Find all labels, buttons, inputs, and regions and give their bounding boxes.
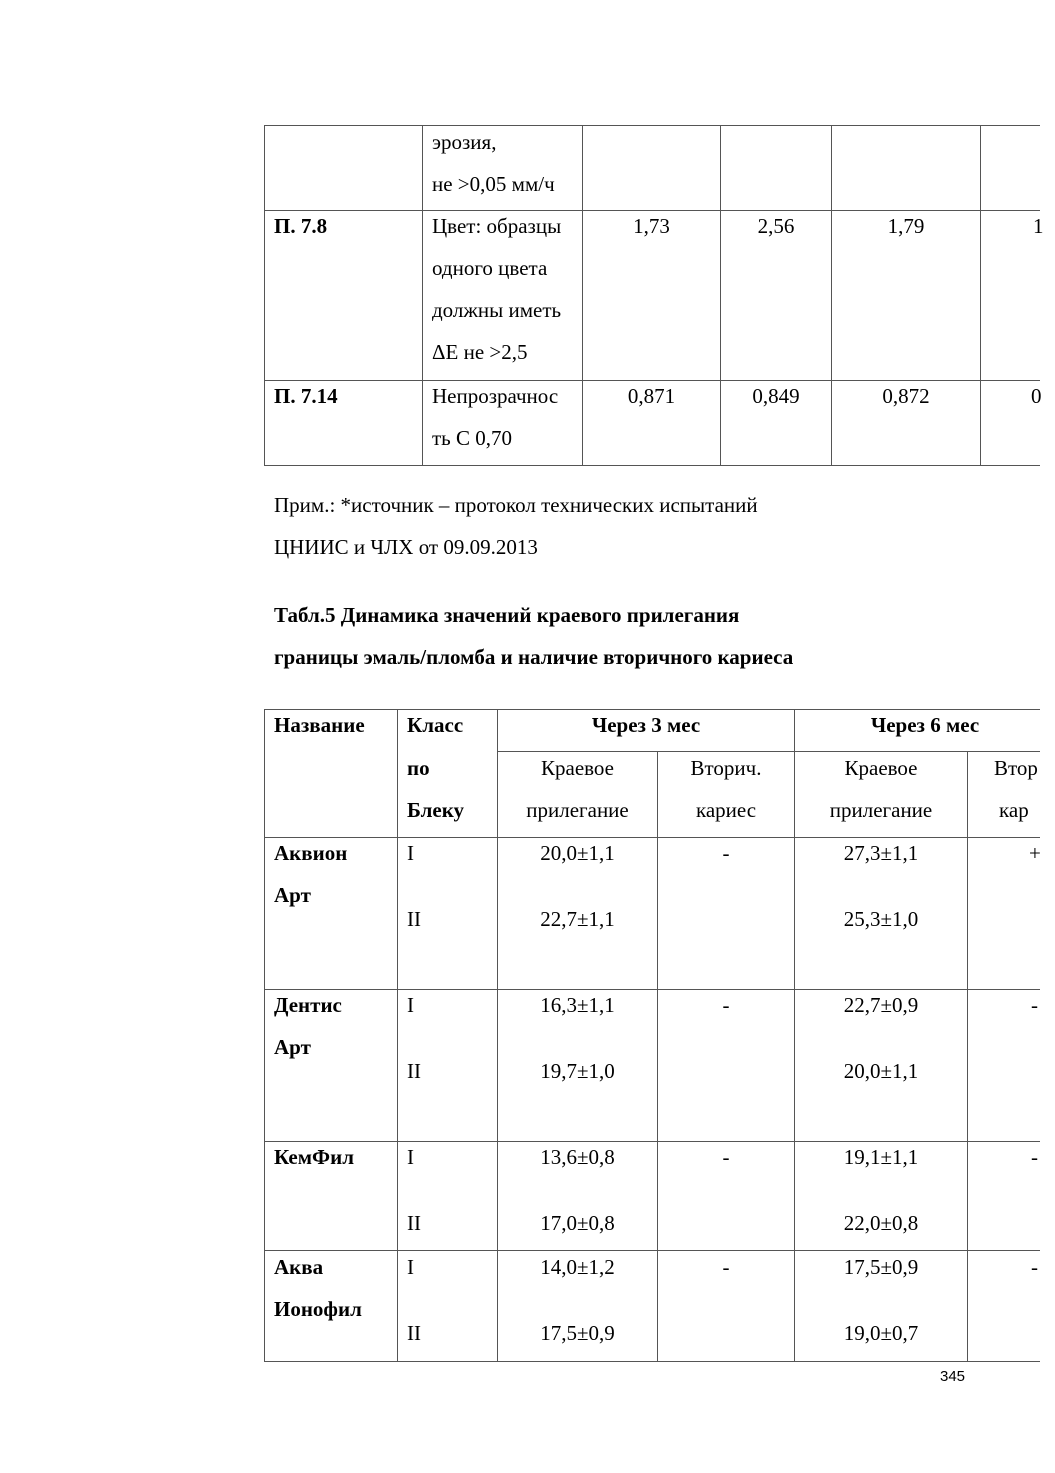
edge-value: 16,3±1,1 [540,993,615,1017]
value-cell: 2,56 [757,214,795,238]
class-cell: I [407,993,414,1017]
edge-value: 27,3±1,1 [843,841,919,865]
material-name: Аква [274,1255,324,1279]
note-line: ЦНИИС и ЧЛХ от 09.09.2013 [274,535,538,559]
criterion-line: Непрозрачнос [432,384,559,408]
class-cell: II [407,1321,421,1345]
header-caries-cut: кар [999,798,1029,822]
class-cell: I [407,1145,414,1169]
caption-line: Табл.5 Динамика значений краевого прилегания [274,603,740,627]
header-edge: Краевое [541,756,614,780]
caption-line: границы эмаль/пломба и наличие вторичного кариеса [274,645,794,669]
edge-value: 19,7±1,0 [540,1059,615,1083]
edge-value: 20,0±1,1 [540,841,615,865]
criterion-line: Цвет: образцы [432,214,562,238]
caries-value: - [722,1255,730,1279]
value-cell: 0,872 [882,384,930,408]
criterion-line: не >0,05 мм/ч [432,172,555,196]
edge-value: 14,0±1,2 [540,1255,615,1279]
edge-value: 13,6±0,8 [540,1145,615,1169]
caries-value: - [722,841,730,865]
class-cell: II [407,1211,421,1235]
material-name: Арт [274,883,311,907]
caries-value: - [722,993,730,1017]
edge-value: 19,1±1,1 [843,1145,919,1169]
header-class: Класс [407,713,464,737]
caries-value-cut: - [1031,1145,1038,1169]
caries-value-cut: - [1031,1255,1038,1279]
edge-value: 19,0±0,7 [843,1321,919,1345]
class-cell: I [407,1255,414,1279]
value-cell: 1,73 [633,214,670,238]
caries-value-cut: - [1031,993,1038,1017]
row-id: П. 7.8 [274,214,328,238]
header-edge: Краевое [844,756,918,780]
header-period-6m: Через 6 мес [870,713,980,737]
edge-value: 17,5±0,9 [540,1321,615,1345]
header-name: Название [274,713,365,737]
edge-value: 17,5±0,9 [843,1255,919,1279]
header-period-3m: Через 3 мес [591,713,701,737]
material-name: КемФил [274,1145,354,1169]
criterion-line: ть С 0,70 [432,426,513,450]
material-name: Аквион [274,841,348,865]
edge-value: 22,0±0,8 [843,1211,919,1235]
header-caries: Вторич. [690,756,762,780]
header-caries: кариес [695,798,757,822]
page-number: 345 [940,1368,966,1385]
criterion-line: эрозия, [432,130,497,154]
row-id: П. 7.14 [274,384,338,408]
edge-value: 22,7±0,9 [843,993,919,1017]
header-class: по [407,756,430,780]
edge-value: 22,7±1,1 [540,907,615,931]
material-name: Дентис [274,993,342,1017]
caries-value: - [722,1145,730,1169]
header-edge: прилегание [526,798,629,822]
value-cell: 0,849 [752,384,800,408]
material-name: Арт [274,1035,311,1059]
value-cell: 0,871 [627,384,676,408]
value-cell-cut: 1 [1033,214,1044,238]
edge-value: 20,0±1,1 [843,1059,919,1083]
class-cell: I [407,841,414,865]
class-cell: II [407,907,421,931]
criterion-line: ΔE не >2,5 [432,340,528,364]
caries-value-cut: + [1029,841,1041,865]
value-cell-cut: 0 [1031,384,1042,408]
value-cell: 1,79 [887,214,925,238]
edge-value: 25,3±1,0 [843,907,919,931]
criterion-line: должны иметь [432,298,562,322]
class-cell: II [407,1059,421,1083]
note-line: Прим.: *источник – протокол технических испытаний [274,493,758,517]
material-name: Ионофил [274,1297,362,1321]
header-caries-cut: Втор [994,756,1038,780]
criterion-line: одного цвета [432,256,548,280]
edge-value: 17,0±0,8 [540,1211,615,1235]
header-class: Блеку [407,798,465,822]
header-edge: прилегание [829,798,933,822]
